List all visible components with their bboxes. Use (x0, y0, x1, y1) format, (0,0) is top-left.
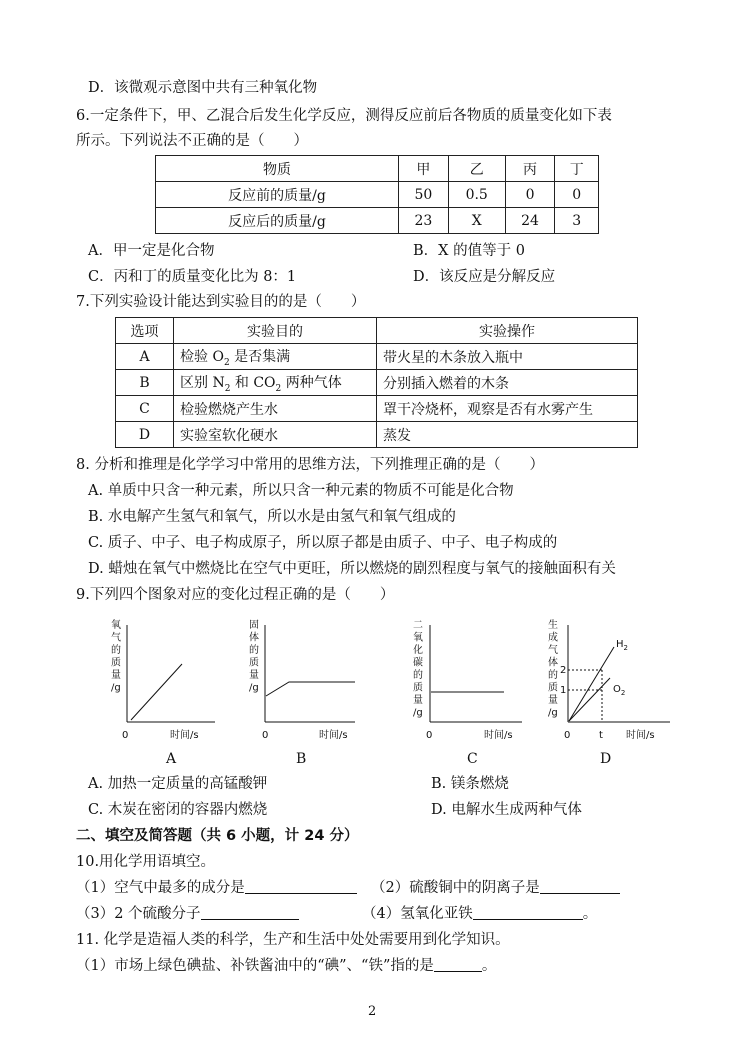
table-cell: 分别插入燃着的木条 (377, 370, 638, 396)
q9-option-d: D. 电解水生成两种气体 (431, 802, 582, 818)
graph-a-letter: A (166, 751, 177, 767)
table-cell: 丁 (555, 156, 599, 182)
graph-b-ylabel: 固体的质量/g (249, 620, 259, 694)
table-cell: 反应前的质量/g (156, 182, 399, 208)
table-cell (174, 370, 377, 396)
q11-part1-text: （1）市场上绿色碘盐、补铁酱油中的“碘”、“铁”指的是 (76, 958, 434, 974)
q8-stem: 8. 分析和推理是化学学习中常用的思维方法，下列推理正确的是（ ） (76, 457, 544, 473)
graph-d-ylabel: 生成气体的质量/g (548, 620, 558, 719)
graph-d-origin: 0 (564, 730, 571, 741)
q10-part1 (76, 878, 357, 898)
answer-blank[interactable] (540, 879, 620, 894)
table-cell: 实验操作 (377, 318, 638, 344)
answer-blank[interactable] (434, 957, 482, 972)
graph-a-curve (131, 664, 182, 720)
graph-c-ylabel: 二氧化碳的质量/g (413, 620, 423, 719)
graph-b-curve (266, 682, 355, 696)
table-cell: D (116, 422, 174, 448)
q8-option-b: B. 水电解产生氢气和氧气，所以水是由氢气和氧气组成的 (88, 509, 456, 525)
table-cell: 选项 (116, 318, 174, 344)
q8-option-c: C. 质子、中子、电子构成原子，所以原子都是由质子、中子、电子构成的 (88, 535, 558, 551)
q10-part4 (362, 904, 597, 924)
q9-option-a: A. 加热一定质量的高锰酸钾 (88, 776, 268, 792)
table-cell: 检验燃烧产生水 (174, 396, 377, 422)
table-cell: 0 (505, 182, 555, 208)
table-cell: 蒸发 (377, 422, 638, 448)
answer-blank[interactable] (201, 905, 299, 920)
q9-option-c: C. 木炭在密闭的容器内燃烧 (88, 802, 268, 818)
q10-part1-text: （1）空气中最多的成分是 (76, 880, 245, 896)
table-row (156, 156, 599, 182)
aim-text: 检验 O (180, 348, 224, 365)
q6-stem-line2: 所示。下列说法不正确的是（ ） (76, 133, 308, 149)
graph-b-xlabel: 时间/s (319, 730, 348, 741)
table-cell: 物质 (156, 156, 399, 182)
table-row (116, 422, 638, 448)
table-cell: 甲 (399, 156, 449, 182)
aim-text: 区别 N (180, 374, 225, 391)
q11-part1 (76, 956, 496, 976)
q6-option-a: A．甲一定是化合物 (88, 243, 215, 259)
aim-text: 和 CO (230, 374, 276, 391)
graph-c-origin: 0 (426, 730, 433, 741)
table-cell: 50 (399, 182, 449, 208)
q10-part2-text: （2）硫酸铜中的阴离子是 (371, 880, 540, 896)
q6-option-b: B．X 的值等于 0 (413, 243, 525, 259)
subscript: 2 (223, 357, 230, 368)
graph-d-o2-label: $O_2$ (613, 684, 626, 697)
q9-graphs (0, 610, 752, 770)
table-cell: 乙 (448, 156, 505, 182)
table-cell (174, 344, 377, 370)
q6-option-c: C．丙和丁的质量变化比为 8：1 (88, 269, 297, 285)
table-cell: 实验目的 (174, 318, 377, 344)
q6-option-d: D．该反应是分解反应 (413, 269, 556, 285)
table-cell: 丙 (505, 156, 555, 182)
table-cell: 23 (399, 208, 449, 234)
graph-a-ylabel: 氧气的质量/g (111, 620, 121, 694)
q10-part3-text: （3）2 个硫酸分子 (76, 906, 201, 922)
graph-a (111, 618, 215, 767)
subscript: 2 (224, 383, 231, 394)
table-cell: 0.5 (448, 182, 505, 208)
table-row (116, 318, 638, 344)
q5-option-d: D．该微观示意图中共有三种氧化物 (88, 80, 318, 96)
table-cell: C (116, 396, 174, 422)
answer-blank[interactable] (473, 905, 583, 920)
q10-part2 (371, 878, 620, 898)
table-cell: 带火星的木条放入瓶中 (377, 344, 638, 370)
graph-c-xlabel: 时间/s (484, 730, 513, 741)
q6-table (155, 155, 599, 234)
table-cell: 3 (555, 208, 599, 234)
graph-c-letter: C (467, 751, 478, 767)
table-cell: X (448, 208, 505, 234)
graph-d-letter: D (600, 751, 612, 767)
table-cell: 24 (505, 208, 555, 234)
q10-part4-end: 。 (582, 906, 598, 922)
graph-b (249, 619, 355, 767)
q8-option-a: A. 单质中只含一种元素，所以只含一种元素的物质不可能是化合物 (88, 483, 514, 499)
page-number: 2 (368, 1004, 377, 1019)
q9-stem: 9.下列四个图象对应的变化过程正确的是（ ） (76, 587, 395, 603)
graph-d-tick-t: t (599, 730, 603, 741)
table-row (156, 182, 599, 208)
table-row (116, 370, 638, 396)
graph-d-o2-line (569, 678, 610, 721)
graph-d-h2-line (569, 647, 614, 721)
graph-b-origin: 0 (262, 730, 269, 741)
graph-d (548, 618, 670, 767)
table-row (116, 396, 638, 422)
table-cell: A (116, 344, 174, 370)
graph-d-tick-1: 1 (560, 685, 567, 696)
table-row (116, 344, 638, 370)
aim-text: 是否集满 (229, 348, 291, 365)
graph-d-xlabel: 时间/s (626, 730, 655, 741)
graph-a-origin: 0 (122, 730, 129, 741)
graph-c (413, 620, 522, 767)
q9-option-b: B. 镁条燃烧 (431, 776, 509, 792)
q10-part4-text: （4）氢氧化亚铁 (362, 906, 473, 922)
answer-blank[interactable] (245, 879, 357, 894)
q8-option-d: D. 蜡烛在氧气中燃烧比在空气中更旺，所以燃烧的剧烈程度与氧气的接触面积有关 (88, 561, 616, 577)
subscript: 2 (275, 383, 282, 394)
table-cell: 反应后的质量/g (156, 208, 399, 234)
q11-stem: 11. 化学是造福人类的科学，生产和生活中处处需要用到化学知识。 (76, 932, 510, 948)
q11-part1-end: 。 (481, 958, 497, 974)
graph-d-tick-2: 2 (560, 665, 567, 676)
q7-stem: 7.下列实验设计能达到实验目的的是（ ） (76, 294, 366, 310)
table-cell: B (116, 370, 174, 396)
table-cell: 实验室软化硬水 (174, 422, 377, 448)
graph-a-xlabel: 时间/s (170, 730, 199, 741)
graph-b-letter: B (296, 751, 307, 767)
table-row (156, 208, 599, 234)
graph-d-h2-label: $H_2$ (616, 639, 628, 652)
table-cell: 0 (555, 182, 599, 208)
q6-stem-line1: 6.一定条件下，甲、乙混合后发生化学反应，测得反应前后各物质的质量变化如下表 (76, 108, 612, 124)
q10-part3 (76, 904, 299, 924)
section-title: 二、填空及简答题（共 6 小题，计 24 分） (76, 828, 359, 844)
aim-text: 两种气体 (281, 374, 342, 391)
q7-table (115, 317, 638, 448)
q10-stem: 10.用化学用语填空。 (76, 854, 216, 870)
table-cell: 罩干冷烧杯，观察是否有水雾产生 (377, 396, 638, 422)
